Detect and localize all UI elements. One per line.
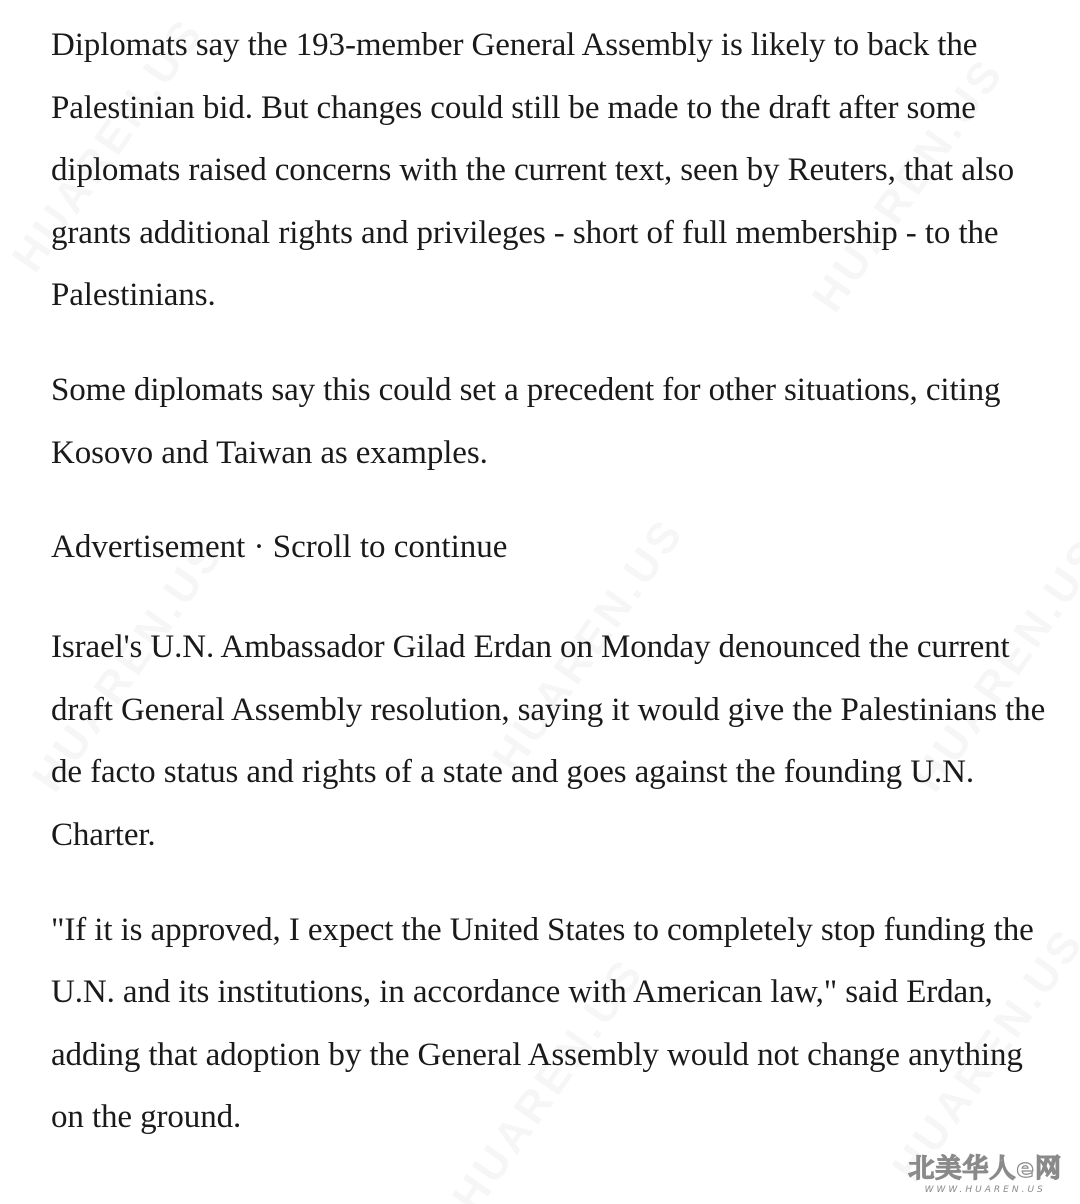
site-logo-url: WWW.HUAREN.US xyxy=(924,1185,1046,1195)
article-paragraph-2: Some diplomats say this could set a precedent for other situations, citing Kosovo and Taiwan as examples. xyxy=(51,371,1001,471)
article-paragraph-3: Israel's U.N. Ambassador Gilad Erdan on Monday denounced the current draft General Assembly resolution, saying it would give the Palestinians the de facto status and rights of a state and goes against the founding U.N. Charter. xyxy=(51,629,1046,853)
article-paragraph-1: Diplomats say the 193-member General Assembly is likely to back the Palestinian bid. But changes could still be made to the draft after some diplomats raised concerns with the current text, seen by Reuters, that also grants additional rights and privileges - short of full membership - to the Palestinians. xyxy=(51,27,1014,314)
site-logo xyxy=(908,1154,1062,1196)
article-body xyxy=(51,14,1051,1181)
site-logo-text: 北美华人e网 xyxy=(908,1154,1062,1184)
article-paragraph-4: "If it is approved, I expect the United States to completely stop funding the U.N. and its institutions, in accordance with American law," said Erdan, adding that adoption by the General Assembly would not change anything on the ground. xyxy=(51,911,1034,1136)
advertisement-scroll-notice: Advertisement · Scroll to continue xyxy=(51,529,508,566)
